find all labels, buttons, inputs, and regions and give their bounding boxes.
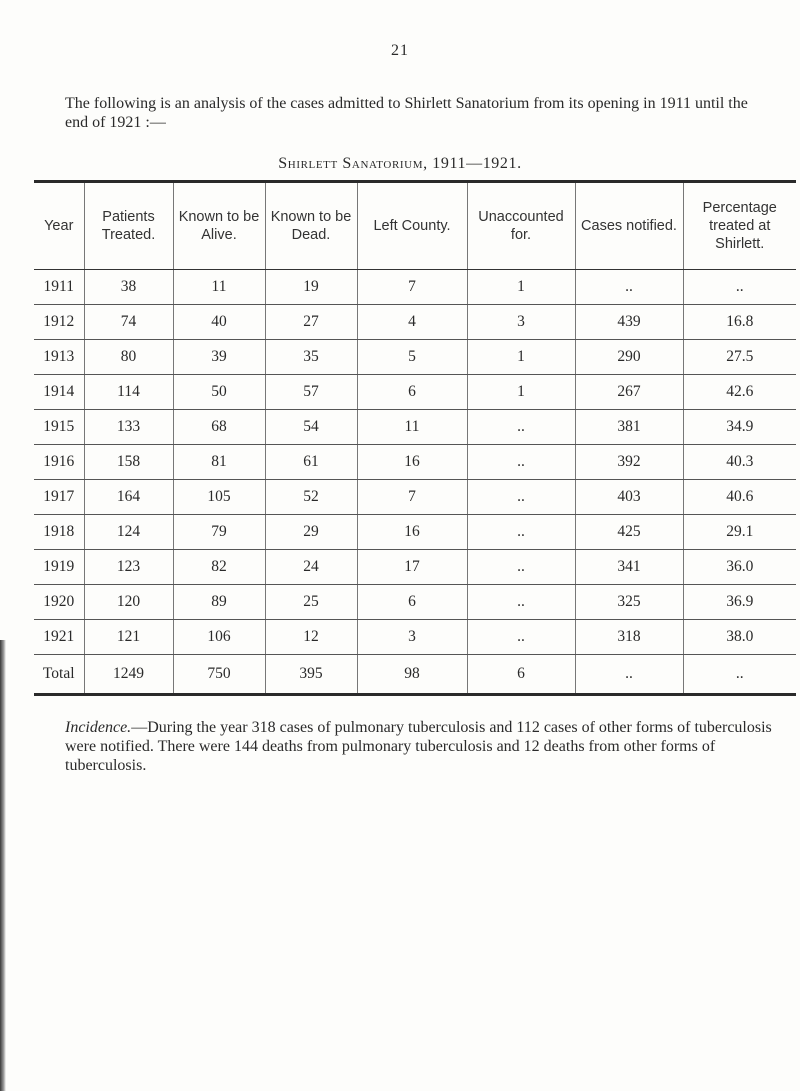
table-cell: .. xyxy=(467,585,575,620)
table-cell: 1914 xyxy=(34,375,84,410)
table-cell: 98 xyxy=(357,655,467,695)
table-cell: 54 xyxy=(265,410,357,445)
table-cell: 38.0 xyxy=(683,620,796,655)
table-cell: 121 xyxy=(84,620,173,655)
table-cell: 1913 xyxy=(34,340,84,375)
table-cell: 1916 xyxy=(34,445,84,480)
table-cell: 12 xyxy=(265,620,357,655)
table-cell: 19 xyxy=(265,270,357,305)
table-cell: 395 xyxy=(265,655,357,695)
incidence-lead: Incidence. xyxy=(65,719,132,736)
table-body xyxy=(34,270,796,695)
table-row xyxy=(34,585,796,620)
table-cell: 50 xyxy=(173,375,265,410)
table-cell: .. xyxy=(575,655,683,695)
table-cell: 325 xyxy=(575,585,683,620)
table-cell: 17 xyxy=(357,550,467,585)
table-cell: 392 xyxy=(575,445,683,480)
table-cell: 1 xyxy=(467,375,575,410)
table-cell: 1919 xyxy=(34,550,84,585)
table-row xyxy=(34,340,796,375)
header-patients-treated: Patients Treated. xyxy=(84,182,173,270)
table-cell: 106 xyxy=(173,620,265,655)
table-cell: 16 xyxy=(357,515,467,550)
table-cell: 425 xyxy=(575,515,683,550)
table-cell: .. xyxy=(467,515,575,550)
table-cell: .. xyxy=(683,270,796,305)
table-cell: 81 xyxy=(173,445,265,480)
table-cell: 39 xyxy=(173,340,265,375)
table-row xyxy=(34,445,796,480)
table-row xyxy=(34,375,796,410)
table-total-row xyxy=(34,655,796,695)
table-cell: 158 xyxy=(84,445,173,480)
table-row xyxy=(34,480,796,515)
table-cell: 16 xyxy=(357,445,467,480)
table-cell: 36.0 xyxy=(683,550,796,585)
table-row xyxy=(34,620,796,655)
table-cell: 11 xyxy=(357,410,467,445)
table-cell: 36.9 xyxy=(683,585,796,620)
table-cell: 38 xyxy=(84,270,173,305)
table-cell: 1920 xyxy=(34,585,84,620)
table-row xyxy=(34,410,796,445)
table-header-row xyxy=(34,182,796,270)
table-cell: 1249 xyxy=(84,655,173,695)
table-cell: .. xyxy=(467,445,575,480)
table-cell: 40.6 xyxy=(683,480,796,515)
table-cell: 29.1 xyxy=(683,515,796,550)
header-cases-notified: Cases notified. xyxy=(575,182,683,270)
table-cell: 120 xyxy=(84,585,173,620)
table-cell: 123 xyxy=(84,550,173,585)
table-title: Shirlett Sanatorium, 1911—1921. xyxy=(278,155,522,172)
table-cell: 267 xyxy=(575,375,683,410)
table-cell: 1917 xyxy=(34,480,84,515)
table-row xyxy=(34,515,796,550)
table-cell: 1918 xyxy=(34,515,84,550)
page-binding-edge xyxy=(0,640,6,1091)
sanatorium-cases-table xyxy=(34,180,796,696)
table-cell: .. xyxy=(467,620,575,655)
header-year: Year xyxy=(34,182,84,270)
table-cell: 124 xyxy=(84,515,173,550)
table-cell: 341 xyxy=(575,550,683,585)
table-cell: 164 xyxy=(84,480,173,515)
table-cell: 1915 xyxy=(34,410,84,445)
table-cell: .. xyxy=(467,410,575,445)
table-cell: .. xyxy=(467,480,575,515)
table-cell: 79 xyxy=(173,515,265,550)
table-cell: .. xyxy=(575,270,683,305)
table-cell: 4 xyxy=(357,305,467,340)
table-cell: 24 xyxy=(265,550,357,585)
table-cell: 6 xyxy=(357,585,467,620)
table-cell: 61 xyxy=(265,445,357,480)
table-cell: 7 xyxy=(357,480,467,515)
table-cell: 80 xyxy=(84,340,173,375)
header-known-dead: Known to be Dead. xyxy=(265,182,357,270)
header-left-county: Left County. xyxy=(357,182,467,270)
table-row xyxy=(34,305,796,340)
table-cell: 290 xyxy=(575,340,683,375)
table-cell: 3 xyxy=(467,305,575,340)
table-cell: 68 xyxy=(173,410,265,445)
table-cell: 750 xyxy=(173,655,265,695)
table-cell: 42.6 xyxy=(683,375,796,410)
table-row xyxy=(34,550,796,585)
header-known-alive: Known to be Alive. xyxy=(173,182,265,270)
table-cell: 1 xyxy=(467,270,575,305)
table-cell: 5 xyxy=(357,340,467,375)
table-cell: 25 xyxy=(265,585,357,620)
incidence-text: —During the year 318 cases of pulmonary tuberculosis and 112 cases of other forms of tuberculosis were notified. There were 144 deaths from pulmonary tuberculosis and 12 deaths from other forms of tuberculosis. xyxy=(65,719,772,774)
table-cell: 34.9 xyxy=(683,410,796,445)
header-unaccounted: Unaccounted for. xyxy=(467,182,575,270)
page-number: 21 xyxy=(391,42,409,59)
table-cell: 57 xyxy=(265,375,357,410)
table-cell: 7 xyxy=(357,270,467,305)
table-cell: .. xyxy=(683,655,796,695)
table-cell: 29 xyxy=(265,515,357,550)
table-cell: 3 xyxy=(357,620,467,655)
incidence-paragraph xyxy=(65,718,775,775)
header-percentage: Percentage treated at Shirlett. xyxy=(683,182,796,270)
table-cell: 52 xyxy=(265,480,357,515)
table-cell: 105 xyxy=(173,480,265,515)
table-cell: 439 xyxy=(575,305,683,340)
table-cell: .. xyxy=(467,550,575,585)
table-cell: 74 xyxy=(84,305,173,340)
table-cell: 82 xyxy=(173,550,265,585)
table-cell: 403 xyxy=(575,480,683,515)
intro-paragraph: The following is an analysis of the cases admitted to Shirlett Sanatorium from its opening in 1911 until the end of 1921 :— xyxy=(65,95,748,131)
table-row xyxy=(34,270,796,305)
table-cell: 1 xyxy=(467,340,575,375)
table-cell: 133 xyxy=(84,410,173,445)
table-cell: 35 xyxy=(265,340,357,375)
table-cell: 318 xyxy=(575,620,683,655)
table-cell: 27 xyxy=(265,305,357,340)
table-cell: 89 xyxy=(173,585,265,620)
table-cell: 1921 xyxy=(34,620,84,655)
table-cell: 6 xyxy=(467,655,575,695)
table-cell: 381 xyxy=(575,410,683,445)
table-cell: 16.8 xyxy=(683,305,796,340)
table-cell: 11 xyxy=(173,270,265,305)
table-cell: 40.3 xyxy=(683,445,796,480)
table-cell: 1911 xyxy=(34,270,84,305)
table-cell: 6 xyxy=(357,375,467,410)
table-cell: 27.5 xyxy=(683,340,796,375)
table-cell: 1912 xyxy=(34,305,84,340)
table-cell: 40 xyxy=(173,305,265,340)
table-cell: Total xyxy=(42,665,75,682)
table-cell: 114 xyxy=(84,375,173,410)
